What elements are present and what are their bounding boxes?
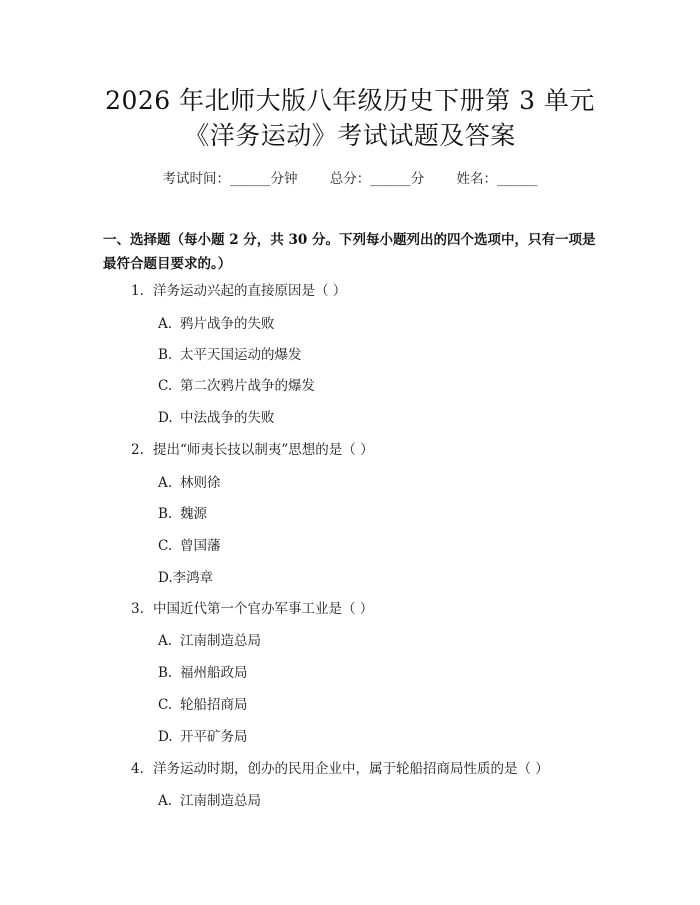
question-1-option-c	[158, 377, 315, 395]
question-3-option-b	[158, 664, 248, 682]
question-text: 洋务运动兴起的直接原因是（ ）	[153, 283, 347, 299]
question-2-option-d	[158, 569, 213, 587]
option-text: 江南制造总局	[180, 793, 261, 809]
option-label: A.	[158, 793, 173, 809]
option-text: 第二次鸦片战争的爆发	[180, 378, 315, 394]
question-number: 2.	[131, 442, 144, 458]
question-2-option-b	[158, 505, 207, 523]
exam-title-line-1: 2026 年北师大版八年级历史下册第 3 单元	[105, 86, 595, 115]
option-text: 李鸿章	[172, 570, 214, 586]
question-text: 中国近代第一个官办军事工业是（ ）	[153, 601, 374, 617]
question-text: 提出“师夷长技以制夷”思想的是（ ）	[153, 442, 374, 458]
option-text: 福州船政局	[180, 665, 248, 681]
option-label: D.	[158, 729, 173, 745]
option-text: 林则徐	[180, 475, 221, 491]
option-text: 开平矿务局	[180, 729, 248, 745]
question-3-option-c	[158, 696, 248, 714]
option-label: A.	[158, 633, 173, 649]
option-label: D.	[158, 570, 173, 586]
option-label: D.	[158, 410, 173, 426]
question-text: 洋务运动时期，创办的民用企业中，属于轮船招商局性质的是（ ）	[153, 761, 549, 777]
option-label: C.	[158, 697, 173, 713]
question-number: 3.	[131, 601, 144, 617]
question-number: 4.	[131, 761, 144, 777]
exam-name-field: 姓名：______	[456, 171, 538, 187]
option-text: 中法战争的失败	[180, 410, 275, 426]
question-1-option-a	[158, 315, 275, 333]
exam-time-field: 考试时间：______分钟	[162, 171, 298, 187]
question-4-option-a	[158, 792, 261, 810]
option-label: C.	[158, 538, 173, 554]
option-label: A.	[158, 316, 173, 332]
question-3-option-d	[158, 728, 248, 746]
question-2-option-a	[158, 474, 221, 492]
question-4	[131, 760, 549, 778]
exam-title-line-2: 《洋务运动》考试试题及答案	[184, 121, 516, 150]
question-1-option-d	[158, 409, 275, 427]
question-number: 1.	[131, 283, 144, 299]
option-label: B.	[158, 347, 173, 363]
option-label: A.	[158, 475, 173, 491]
option-text: 魏源	[180, 506, 207, 522]
option-label: B.	[158, 506, 173, 522]
option-text: 轮船招商局	[180, 697, 248, 713]
section-1-heading: 一、选择题（每小题 2 分，共 30 分。下列每小题列出的四个选项中，只有一项是最符合题目要求的。）	[103, 232, 596, 272]
exam-score-field: 总分：______分	[329, 171, 425, 187]
exam-info-row	[0, 167, 700, 187]
option-text: 江南制造总局	[180, 633, 261, 649]
option-label: B.	[158, 665, 173, 681]
option-text: 太平天国运动的爆发	[180, 347, 302, 363]
question-1-option-b	[158, 346, 302, 364]
question-3	[131, 600, 373, 618]
question-2-option-c	[158, 537, 221, 555]
option-text: 鸦片战争的失败	[180, 316, 275, 332]
option-text: 曾国藩	[180, 538, 221, 554]
question-2	[131, 441, 374, 459]
option-label: C.	[158, 378, 173, 394]
question-1	[131, 282, 346, 300]
question-3-option-a	[158, 632, 261, 650]
